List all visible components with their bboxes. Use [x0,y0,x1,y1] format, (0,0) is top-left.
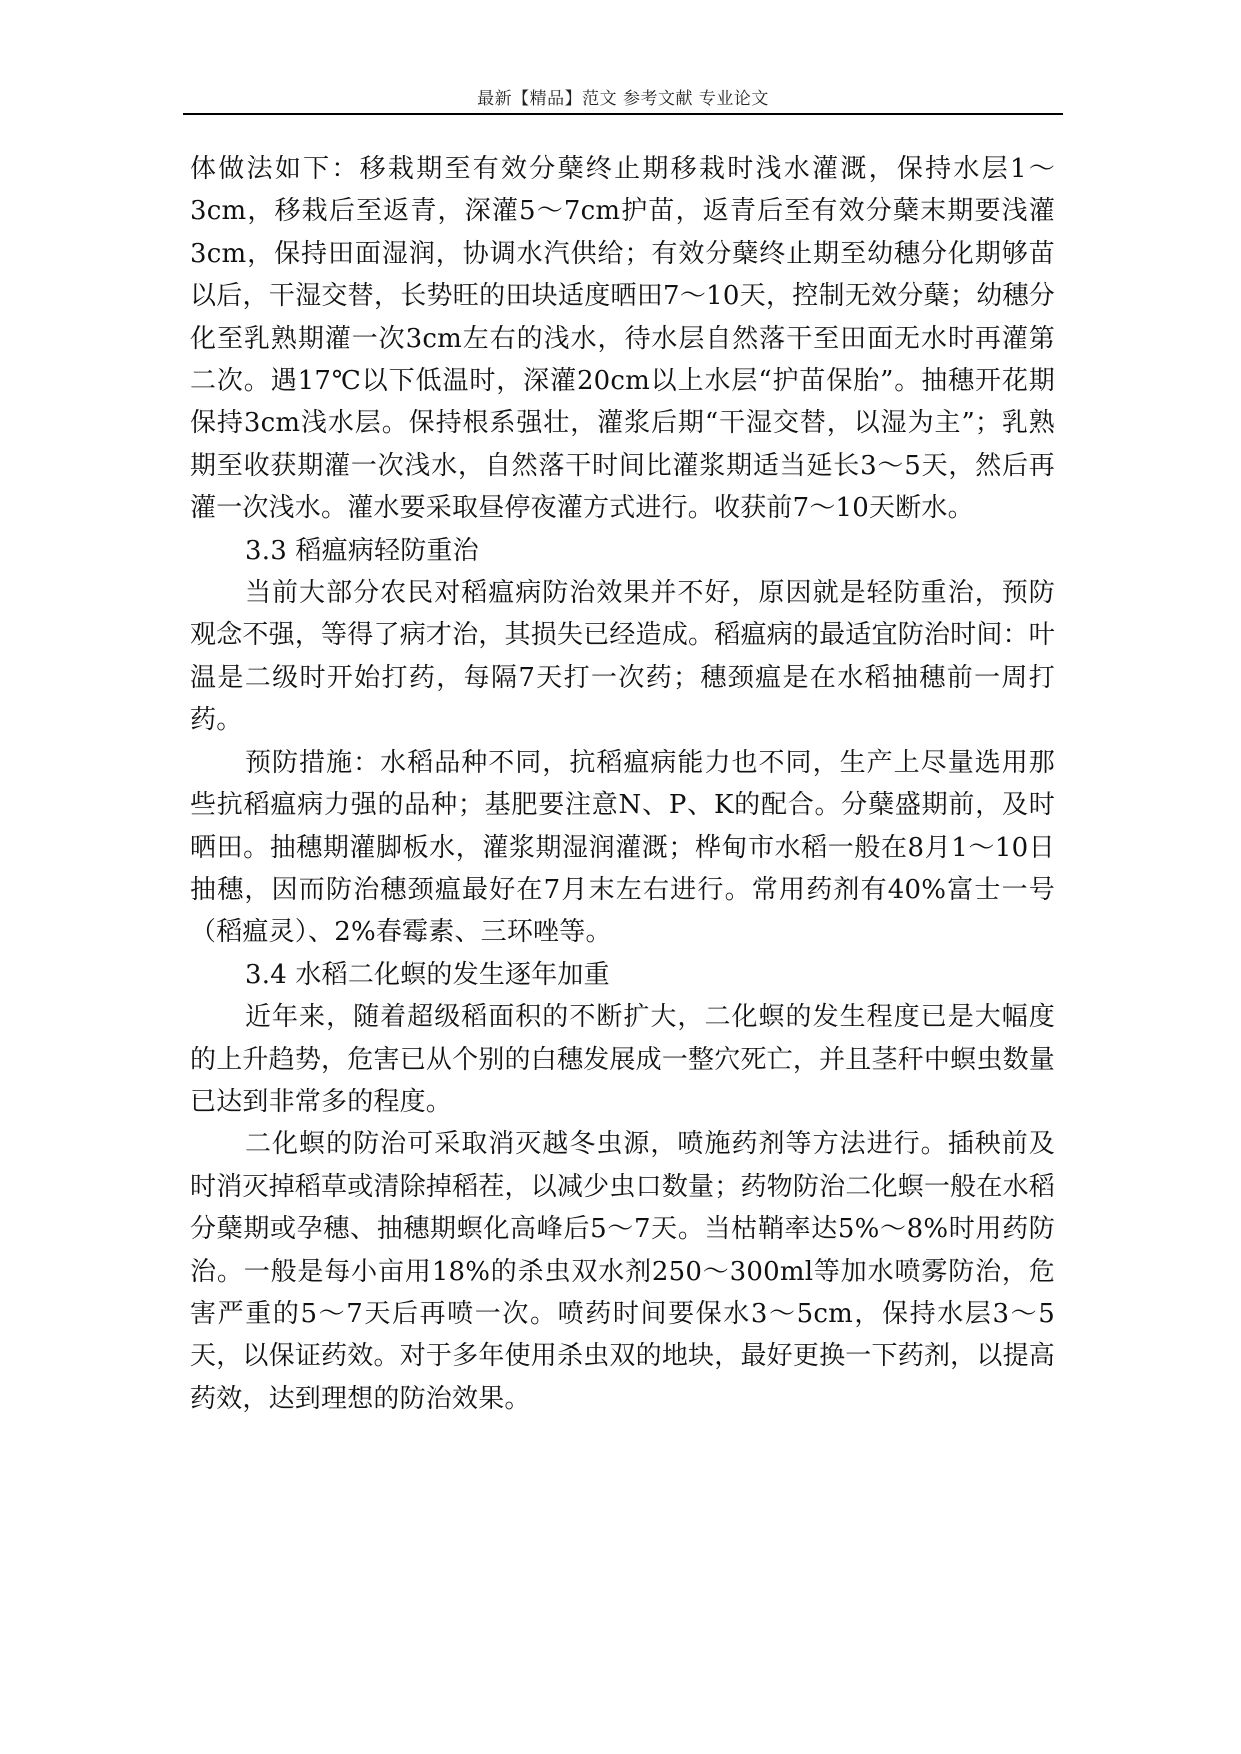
section-heading-3-4: 3.4 水稻二化螟的发生逐年加重 [245,959,610,990]
paragraph-blast-measures: 预防措施：水稻品种不同，抗稻瘟病能力也不同，生产上尽量选用那些抗稻瘟病力强的品种；基肥要注意N、P、K的配合。分蘖盛期前，及时晒田。抽穗期灌脚板水，灌浆期湿润灌溉；桦甸市水稻一般在8月1～10日抽穗，因而防治穗颈瘟最好在7月末左右进行。常用药剂有40%富士一号（稻瘟灵）、2%春霉素、三环唑等。 [190,747,1055,948]
section-heading-3-3: 3.3 稻瘟病轻防重治 [245,535,479,566]
page-header: 最新【精品】范文 参考文献 专业论文 [477,89,769,109]
document-body [190,148,1055,1420]
header-divider [183,113,1063,115]
paragraph-borer-occurrence: 近年来，随着超级稻面积的不断扩大，二化螟的发生程度已是大幅度的上升趋势，危害已从个别的白穗发展成一整穴死亡，并且茎秆中螟虫数量已达到非常多的程度。 [190,1002,1055,1117]
paragraph-borer-control: 二化螟的防治可采取消灭越冬虫源，喷施药剂等方法进行。插秧前及时消灭掉稻草或清除掉稻茬，以减少虫口数量；药物防治二化螟一般在水稻分蘖期或孕穗、抽穗期螟化高峰后5～7天。当枯鞘率达5%～8%时用药防治。一般是每小亩用18%的杀虫双水剂250～300ml等加水喷雾防治，危害严重的5～7天后再喷一次。喷药时间要保水3～5cm，保持水层3～5天，以保证药效。对于多年使用杀虫双的地块，最好更换一下药剂，以提高药效，达到理想的防治效果。 [190,1129,1055,1414]
paragraph-irrigation-method: 体做法如下：移栽期至有效分蘖终止期移栽时浅水灌溉，保持水层1～3cm，移栽后至返青，深灌5～7cm护苗，返青后至有效分蘖末期要浅灌3cm，保持田面湿润，协调水汽供给；有效分蘖终止期至幼穗分化期够苗以后，干湿交替，长势旺的田块适度晒田7～10天，控制无效分蘖；幼穗分化至乳熟期灌一次3cm左右的浅水，待水层自然落干至田面无水时再灌第二次。遇17℃以下低温时，深灌20cm以上水层“护苗保胎”。抽穗开花期保持3cm浅水层。保持根系强壮，灌浆后期“干湿交替，以湿为主”；乳熟期至收获期灌一次浅水，自然落干时间比灌浆期适当延长3～5天，然后再灌一次浅水。灌水要采取昼停夜灌方式进行。收获前7～10天断水。 [190,154,1055,524]
paragraph-blast-prevention: 当前大部分农民对稻瘟病防治效果并不好，原因就是轻防重治，预防观念不强，等得了病才治，其损失已经造成。稻瘟病的最适宜防治时间：叶温是二级时开始打药，每隔7天打一次药；穗颈瘟是在水稻抽穗前一周打药。 [190,578,1055,736]
